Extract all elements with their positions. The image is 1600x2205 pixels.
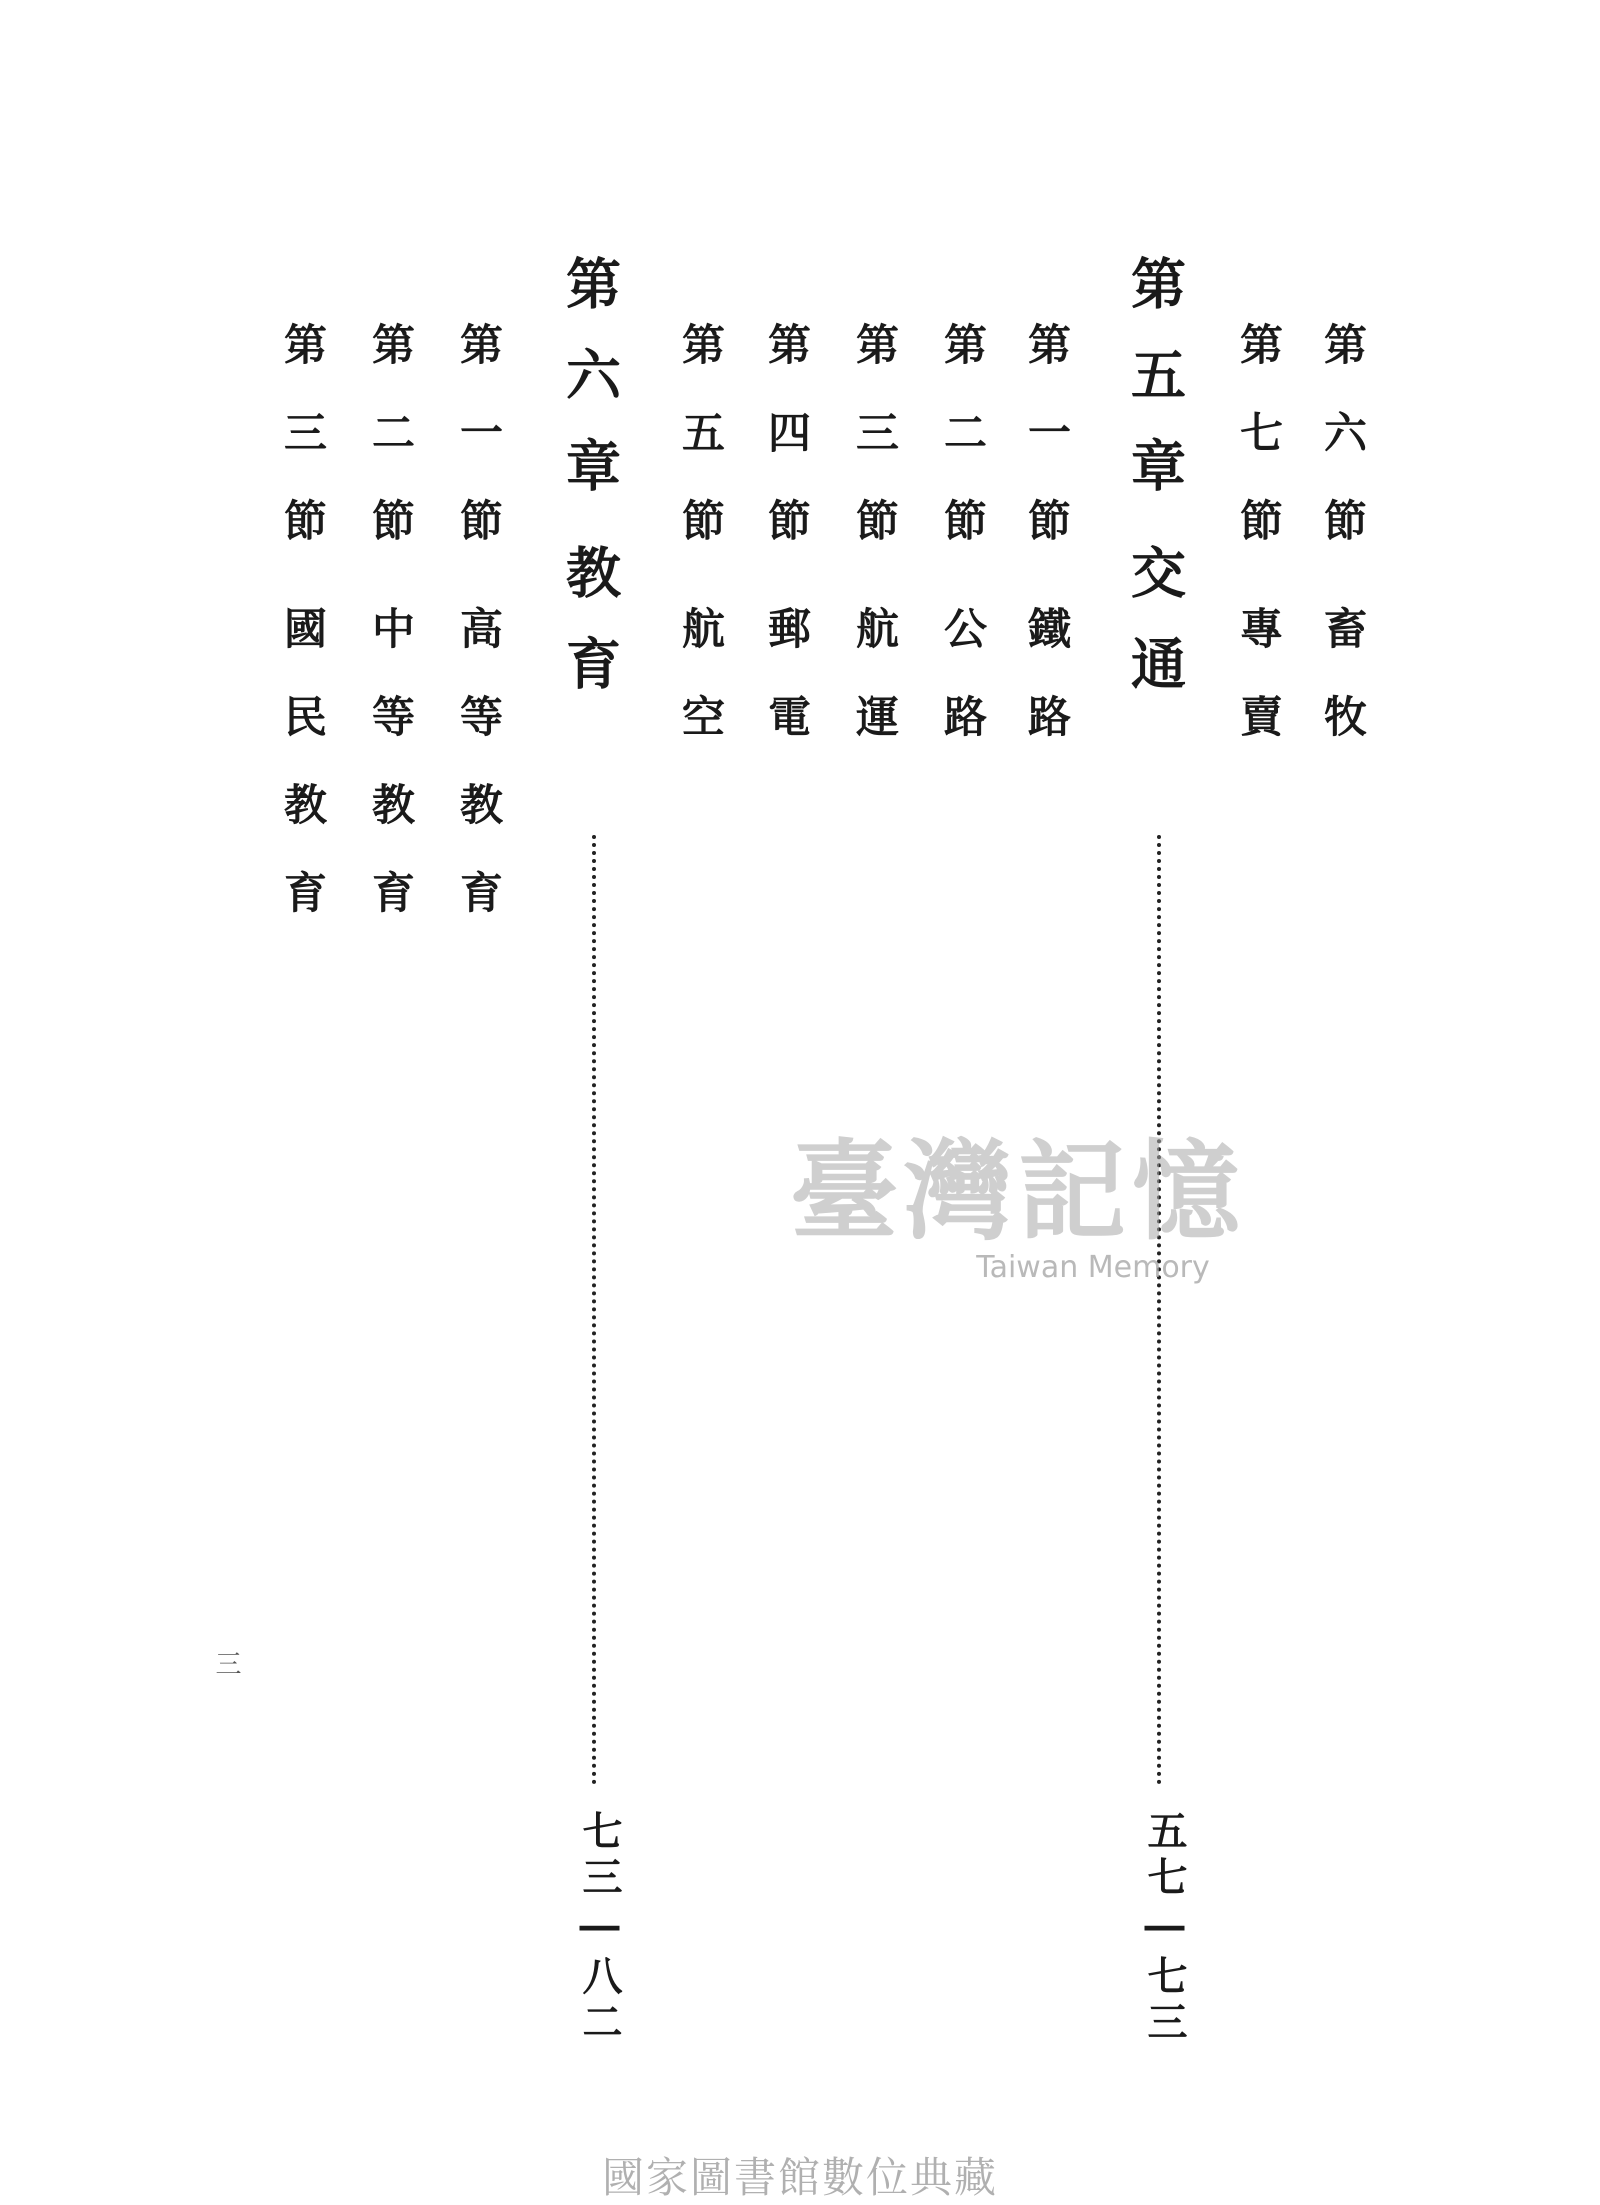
chapter-title: 教育 xyxy=(557,544,622,726)
section-title: 畜牧 xyxy=(1317,606,1367,782)
section-entry xyxy=(1233,322,1283,782)
section-entry: 第二節中等教育 xyxy=(365,322,415,958)
dot-leader xyxy=(592,835,596,1785)
section-number: 第七節 xyxy=(1233,322,1283,586)
section-number: 第六節 xyxy=(1317,322,1367,586)
section-entry: 第三節國民教育 xyxy=(277,322,327,958)
chapter-heading xyxy=(557,255,622,726)
section-entry: 第三節航運 xyxy=(849,322,899,782)
section-entry: 第一節鐵路 xyxy=(1021,322,1071,782)
section-title: 專賣 xyxy=(1233,606,1283,782)
chapter-label: 第六章 xyxy=(557,255,622,528)
section-entry: 第一節高等教育 xyxy=(453,322,503,958)
chapter-heading xyxy=(1122,255,1187,726)
page-range: 七三―八二 xyxy=(576,1810,623,2047)
section-entry: 第二節公路 xyxy=(937,322,987,782)
page-folio: 三 xyxy=(211,1650,241,1676)
chapter-label: 第五章 xyxy=(1122,255,1187,528)
section-entry: 第四節郵電 xyxy=(761,322,811,782)
dot-leader xyxy=(1157,835,1161,1785)
watermark xyxy=(790,1105,1246,1285)
chapter-title: 交通 xyxy=(1122,544,1187,726)
watermark-english: Taiwan Memory xyxy=(976,1250,1210,1285)
section-entry: 第五節航空 xyxy=(675,322,725,782)
section-entry xyxy=(1317,322,1367,782)
watermark-chinese: 臺灣記憶 xyxy=(790,1129,1247,1255)
archive-footer: 國家圖書館數位典藏 xyxy=(601,2153,998,2202)
page-range: 五七―七三 xyxy=(1141,1810,1188,2047)
